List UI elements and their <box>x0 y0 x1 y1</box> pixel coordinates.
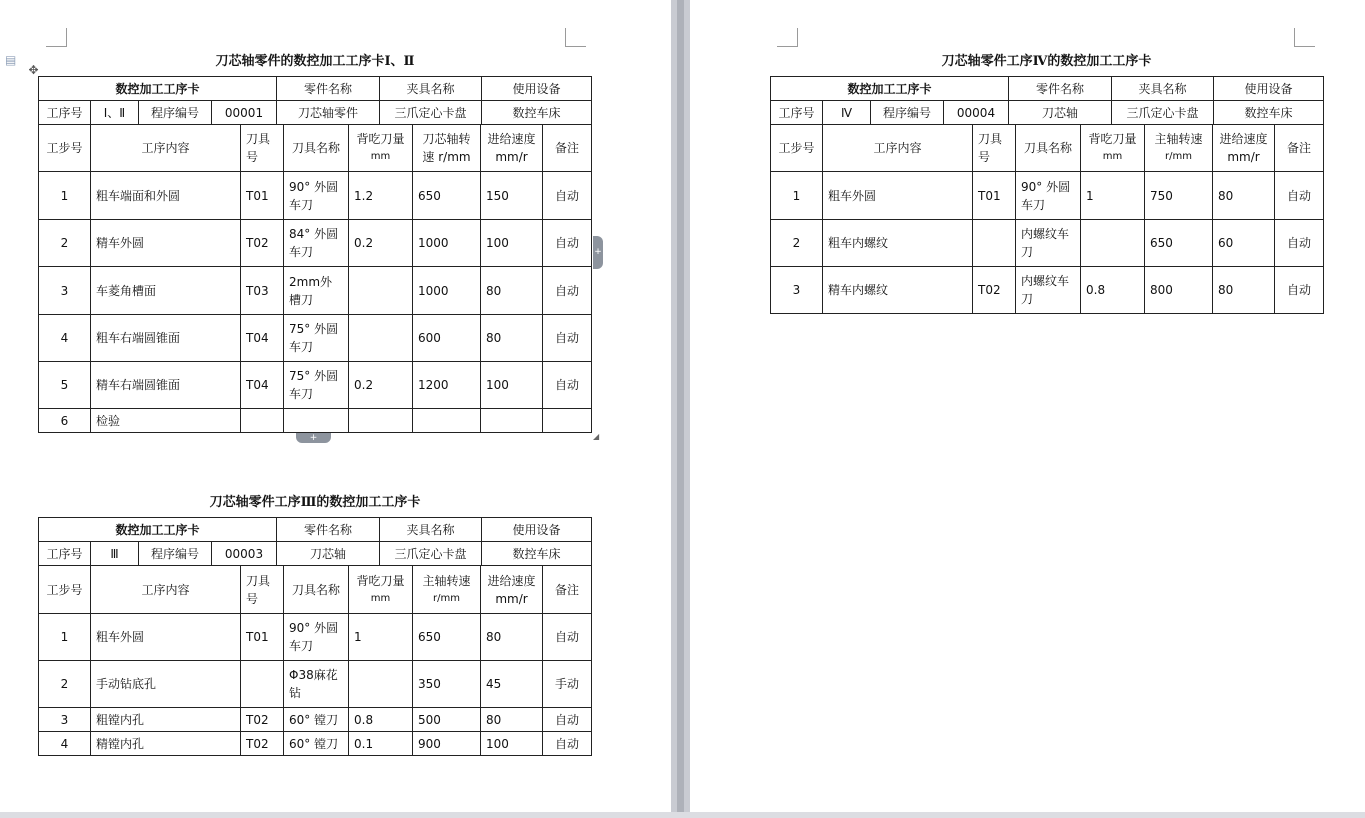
cell-feed: 100 <box>480 361 543 409</box>
cell-remark: 自动 <box>542 219 592 267</box>
col-depth: 背吃刀量 mm <box>1080 124 1145 172</box>
program-no-label: 程序编号 <box>138 541 212 566</box>
cell-remark: 自动 <box>542 707 592 732</box>
cell-tool-name: 60° 镗刀 <box>283 707 349 732</box>
table2-title: 刀芯轴零件工序Ⅲ的数控加工工序卡 <box>209 495 421 510</box>
equipment-label: 使用设备 <box>1213 76 1324 101</box>
part-name-value: 刀芯轴 <box>276 541 380 566</box>
cell-remark: 自动 <box>1274 171 1324 220</box>
cell-remark: 自动 <box>1274 219 1324 267</box>
add-column-handle[interactable] <box>593 236 603 269</box>
document-icon[interactable]: ▤ <box>5 53 17 67</box>
fixture-name-label: 夹具名称 <box>379 517 482 542</box>
program-no-value: 00003 <box>211 541 277 566</box>
cell-remark: 自动 <box>542 171 592 220</box>
equipment-value: 数控车床 <box>481 541 592 566</box>
cell-depth: 1 <box>1080 171 1145 220</box>
cell-remark: 自动 <box>542 266 592 315</box>
crop-mark-top-left <box>777 28 798 47</box>
cell-depth: 0.1 <box>348 731 413 756</box>
col-remark: 备注 <box>542 124 592 172</box>
cell-remark <box>542 408 592 433</box>
cell-tool-name: 内螺纹车刀 <box>1015 266 1081 314</box>
fixture-name-value: 三爪定心卡盘 <box>379 100 482 125</box>
cell-depth <box>348 266 413 315</box>
cell-tool-name: 90° 外圆车刀 <box>283 613 349 661</box>
program-no-label: 程序编号 <box>870 100 944 125</box>
col-content: 工序内容 <box>822 124 973 172</box>
program-no-value: 00004 <box>943 100 1009 125</box>
cell-depth: 1.2 <box>348 171 413 220</box>
cell-depth <box>348 314 413 362</box>
add-row-handle[interactable] <box>296 433 331 443</box>
cell-step-no: 2 <box>38 660 91 708</box>
cell-content: 手动钻底孔 <box>90 660 241 708</box>
cell-tool-name: 90° 外圆车刀 <box>283 171 349 220</box>
cell-speed: 1000 <box>412 219 481 267</box>
program-no-value: 00001 <box>211 100 277 125</box>
cell-step-no: 6 <box>38 408 91 433</box>
cell-speed: 350 <box>412 660 481 708</box>
col-speed: 刀芯轴转速 r/mm <box>412 124 481 172</box>
crop-mark-top-left <box>46 28 67 47</box>
card-title-cell: 数控加工工序卡 <box>38 76 277 101</box>
cell-content: 粗车外圆 <box>822 171 973 220</box>
cell-depth <box>348 660 413 708</box>
equipment-label: 使用设备 <box>481 76 592 101</box>
cell-tool-no <box>240 408 284 433</box>
cell-feed: 80 <box>480 266 543 315</box>
cell-step-no: 3 <box>38 707 91 732</box>
cell-speed: 600 <box>412 314 481 362</box>
cell-tool-no: T02 <box>240 707 284 732</box>
col-tool-no: 刀具号 <box>240 124 284 172</box>
cell-step-no: 3 <box>770 266 823 314</box>
cell-remark: 自动 <box>1274 266 1324 314</box>
crop-mark-top-right <box>1294 28 1315 47</box>
cell-remark: 自动 <box>542 731 592 756</box>
cell-feed: 45 <box>480 660 543 708</box>
cell-content: 车菱角槽面 <box>90 266 241 315</box>
cell-tool-name: Φ38麻花钻 <box>283 660 349 708</box>
cell-content: 检验 <box>90 408 241 433</box>
fixture-name-value: 三爪定心卡盘 <box>379 541 482 566</box>
cell-depth: 0.8 <box>1080 266 1145 314</box>
cell-step-no: 1 <box>770 171 823 220</box>
cell-speed: 900 <box>412 731 481 756</box>
col-tool-name: 刀具名称 <box>283 124 349 172</box>
cell-feed: 80 <box>1212 171 1275 220</box>
cell-speed: 500 <box>412 707 481 732</box>
cell-depth: 1 <box>348 613 413 661</box>
equipment-value: 数控车床 <box>481 100 592 125</box>
table1-title: 刀芯轴零件的数控加工工序卡Ⅰ、Ⅱ <box>215 54 415 69</box>
col-tool-no: 刀具号 <box>972 124 1016 172</box>
cell-tool-no <box>240 660 284 708</box>
cell-tool-no: T02 <box>972 266 1016 314</box>
part-name-label: 零件名称 <box>1008 76 1112 101</box>
process-no-value: Ⅳ <box>822 100 871 125</box>
cell-content: 粗车右端圆锥面 <box>90 314 241 362</box>
cell-speed: 650 <box>412 171 481 220</box>
cell-feed: 100 <box>480 219 543 267</box>
part-name-label: 零件名称 <box>276 76 380 101</box>
cell-content: 粗镗内孔 <box>90 707 241 732</box>
cell-speed: 650 <box>1144 219 1213 267</box>
cell-step-no: 1 <box>38 171 91 220</box>
cell-step-no: 2 <box>770 219 823 267</box>
fixture-name-label: 夹具名称 <box>379 76 482 101</box>
equipment-value: 数控车床 <box>1213 100 1324 125</box>
col-feed: 进给速度mm/r <box>480 124 543 172</box>
add-icon: + <box>594 247 602 257</box>
crop-mark-top-right <box>565 28 586 47</box>
col-tool-no: 刀具号 <box>240 565 284 614</box>
cell-remark: 自动 <box>542 361 592 409</box>
cell-tool-no <box>972 219 1016 267</box>
cell-feed: 80 <box>480 314 543 362</box>
cell-remark: 自动 <box>542 314 592 362</box>
cell-feed: 80 <box>1212 266 1275 314</box>
cell-feed: 80 <box>480 613 543 661</box>
cell-speed: 650 <box>412 613 481 661</box>
cell-depth: 0.2 <box>348 361 413 409</box>
cell-feed: 60 <box>1212 219 1275 267</box>
resize-icon[interactable]: ◢ <box>593 432 600 441</box>
cell-speed: 1000 <box>412 266 481 315</box>
cell-feed: 150 <box>480 171 543 220</box>
process-no-label: 工序号 <box>770 100 823 125</box>
cell-tool-no: T01 <box>240 171 284 220</box>
col-depth: 背吃刀量 mm <box>348 565 413 614</box>
cell-step-no: 3 <box>38 266 91 315</box>
col-step-no: 工步号 <box>38 124 91 172</box>
cell-step-no: 4 <box>38 314 91 362</box>
part-name-label: 零件名称 <box>276 517 380 542</box>
col-content: 工序内容 <box>90 565 241 614</box>
cell-tool-no: T04 <box>240 314 284 362</box>
cell-remark: 手动 <box>542 660 592 708</box>
col-step-no: 工步号 <box>38 565 91 614</box>
col-content: 工序内容 <box>90 124 241 172</box>
add-icon: + <box>309 433 318 443</box>
process-no-label: 工序号 <box>38 541 91 566</box>
cell-speed: 1200 <box>412 361 481 409</box>
cell-speed: 800 <box>1144 266 1213 314</box>
cell-speed <box>412 408 481 433</box>
cell-depth <box>348 408 413 433</box>
cell-tool-no: T01 <box>240 613 284 661</box>
cell-content: 精车内螺纹 <box>822 266 973 314</box>
cell-step-no: 1 <box>38 613 91 661</box>
cell-content: 粗车端面和外圆 <box>90 171 241 220</box>
col-feed: 进给速度mm/r <box>480 565 543 614</box>
cell-tool-name: 60° 镗刀 <box>283 731 349 756</box>
fixture-name-label: 夹具名称 <box>1111 76 1214 101</box>
col-tool-name: 刀具名称 <box>283 565 349 614</box>
col-depth: 背吃刀量 mm <box>348 124 413 172</box>
cell-step-no: 2 <box>38 219 91 267</box>
cell-feed <box>480 408 543 433</box>
card-title-cell: 数控加工工序卡 <box>38 517 277 542</box>
cell-feed: 80 <box>480 707 543 732</box>
cell-tool-name <box>283 408 349 433</box>
fixture-name-value: 三爪定心卡盘 <box>1111 100 1214 125</box>
equipment-label: 使用设备 <box>481 517 592 542</box>
cell-tool-no: T04 <box>240 361 284 409</box>
cell-tool-no: T01 <box>972 171 1016 220</box>
part-name-value: 刀芯轴零件 <box>276 100 380 125</box>
cell-depth: 0.8 <box>348 707 413 732</box>
cell-speed: 750 <box>1144 171 1213 220</box>
cell-tool-no: T03 <box>240 266 284 315</box>
col-tool-name: 刀具名称 <box>1015 124 1081 172</box>
cell-tool-name: 75° 外圆车刀 <box>283 314 349 362</box>
cell-tool-name: 2mm外槽刀 <box>283 266 349 315</box>
part-name-value: 刀芯轴 <box>1008 100 1112 125</box>
cell-content: 粗车外圆 <box>90 613 241 661</box>
col-remark: 备注 <box>542 565 592 614</box>
cell-tool-name: 内螺纹车刀 <box>1015 219 1081 267</box>
cell-depth <box>1080 219 1145 267</box>
process-no-value: Ⅲ <box>90 541 139 566</box>
program-no-label: 程序编号 <box>138 100 212 125</box>
cell-content: 精车右端圆锥面 <box>90 361 241 409</box>
col-speed: 主轴转速 r/mm <box>1144 124 1213 172</box>
cell-tool-no: T02 <box>240 219 284 267</box>
process-no-value: Ⅰ、Ⅱ <box>90 100 139 125</box>
move-icon[interactable]: ✥ <box>28 63 39 77</box>
table3-title: 刀芯轴零件工序Ⅳ的数控加工工序卡 <box>941 54 1152 69</box>
cell-tool-no: T02 <box>240 731 284 756</box>
col-remark: 备注 <box>1274 124 1324 172</box>
cell-tool-name: 84° 外圆车刀 <box>283 219 349 267</box>
cell-tool-name: 90° 外圆车刀 <box>1015 171 1081 220</box>
col-feed: 进给速度mm/r <box>1212 124 1275 172</box>
col-speed: 主轴转速 r/mm <box>412 565 481 614</box>
cell-content: 精镗内孔 <box>90 731 241 756</box>
cell-content: 精车外圆 <box>90 219 241 267</box>
col-step-no: 工步号 <box>770 124 823 172</box>
cell-tool-name: 75° 外圆车刀 <box>283 361 349 409</box>
cell-remark: 自动 <box>542 613 592 661</box>
process-no-label: 工序号 <box>38 100 91 125</box>
cell-content: 粗车内螺纹 <box>822 219 973 267</box>
card-title-cell: 数控加工工序卡 <box>770 76 1009 101</box>
page-gutter <box>671 0 690 818</box>
cell-feed: 100 <box>480 731 543 756</box>
cell-step-no: 5 <box>38 361 91 409</box>
cell-step-no: 4 <box>38 731 91 756</box>
cell-depth: 0.2 <box>348 219 413 267</box>
horizontal-scrollbar[interactable] <box>0 812 1365 818</box>
